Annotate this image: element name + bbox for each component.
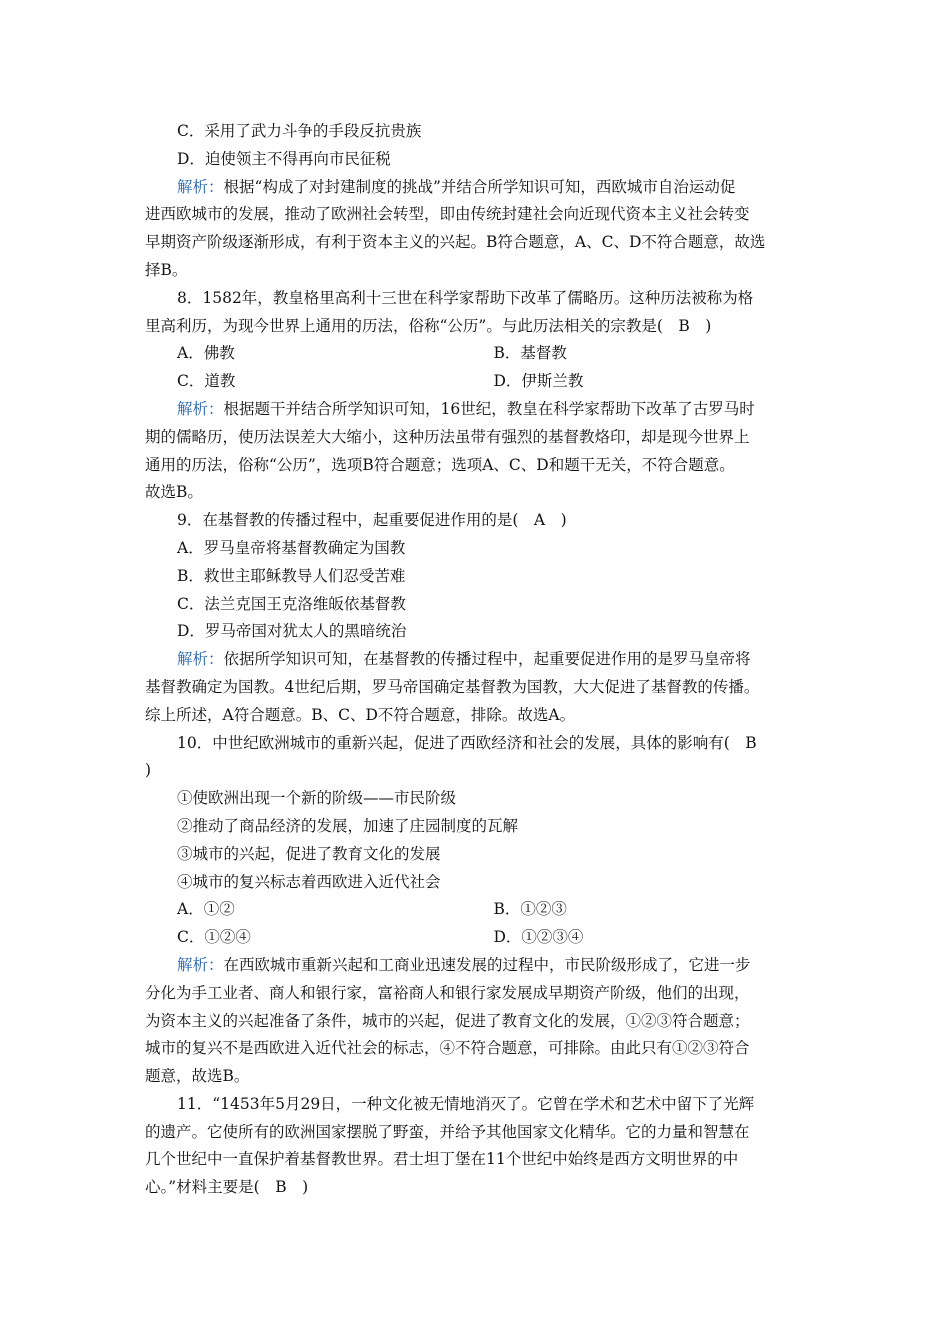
q10-item-2: ②推动了商品经济的发展，加速了庄园制度的瓦解: [177, 816, 519, 835]
q8-analysis-line-1: 解析：根据题干并结合所学知识可知，16世纪，教皇在科学家帮助下改革了古罗马时: [177, 399, 755, 418]
q10-analysis-line-4: 城市的复兴不是西欧进入近代社会的标志，④不符合题意，可排除。由此只有①②③符合: [145, 1039, 750, 1058]
q10-item-1: ①使欧洲出现一个新的阶级——市民阶级: [177, 789, 457, 808]
q9-option-a: A．罗马皇帝将基督教确定为国教: [177, 538, 406, 557]
q11-stem-line-3: 几个世纪中一直保护着基督教世界。君士坦丁堡在11个世纪中始终是西方文明世界的中: [145, 1150, 739, 1169]
q10-options-row-1: [145, 896, 810, 924]
q10-item-3: ③城市的兴起，促进了教育文化的发展: [177, 844, 441, 863]
q8-stem-line-2: 里高利历，为现今世界上通用的历法，俗称“公历”。与此历法相关的宗教是( B ): [145, 316, 712, 335]
q7-analysis-line-1: 解析：根据“构成了对封建制度的挑战”并结合所学知识可知，西欧城市自治运动促: [177, 177, 736, 196]
q10-option-b: B．①②③: [493, 900, 567, 919]
q9-option-d: D．罗马帝国对犹太人的黑暗统治: [177, 622, 407, 641]
q9-analysis-line-1: 解析：依据所学知识可知，在基督教的传播过程中，起重要促进作用的是罗马皇帝将: [177, 650, 751, 669]
q10-options-row-2: [145, 924, 810, 952]
q7-analysis-line-3: 早期资产阶级逐渐形成，有利于资本主义的兴起。B符合题意，A、C、D不符合题意，故选: [145, 233, 766, 252]
analysis-label: 解析：: [177, 650, 224, 669]
q9-analysis-line-2: 基督教确定为国教。4世纪后期，罗马帝国确定基督教为国教，大大促进了基督教的传播。: [145, 677, 760, 696]
q8-options-row-2: [145, 368, 810, 396]
q10-analysis-line-3: 为资本主义的兴起准备了条件，城市的兴起，促进了教育文化的发展，①②③符合题意；: [145, 1011, 750, 1030]
q8-stem-line-1: 8．1582年，教皇格里高利十三世在科学家帮助下改革了儒略历。这种历法被称为格: [177, 288, 754, 307]
q8-analysis-line-4: 故选B。: [145, 483, 203, 502]
q10-item-4: ④城市的复兴标志着西欧进入近代社会: [177, 872, 441, 891]
q9-option-c: C．法兰克国王克洛维皈依基督教: [177, 594, 406, 613]
q7-analysis-line-2: 进西欧城市的发展，推动了欧洲社会转型，即由传统封建社会向近现代资本主义社会转变: [145, 205, 750, 224]
exam-page: [145, 118, 810, 1202]
q10-option-c: C．①②④: [177, 928, 251, 947]
q8-options-row-1: [145, 340, 810, 368]
q7-option-c: C．采用了武力斗争的手段反抗贵族: [177, 122, 422, 140]
q10-stem-line-1: 10．中世纪欧洲城市的重新兴起，促进了西欧经济和社会的发展，具体的影响有( B: [177, 733, 757, 752]
q9-option-b: B．救世主耶稣教导人们忍受苦难: [177, 566, 406, 585]
q11-stem-line-1: 11．“1453年5月29日，一种文化被无情地消灭了。它曾在学术和艺术中留下了光辉: [177, 1094, 755, 1113]
q8-option-a: A．佛教: [177, 344, 235, 363]
q8-analysis-line-2: 期的儒略历，使历法误差大大缩小，这种历法虽带有强烈的基督教烙印，却是现今世界上: [145, 427, 750, 446]
q10-option-d: D．①②③④: [493, 928, 584, 947]
q7-analysis-line-4: 择B。: [145, 260, 188, 279]
q11-stem-line-4: 心。”材料主要是( B ): [145, 1178, 309, 1197]
analysis-label: 解析：: [177, 399, 224, 418]
q8-analysis-line-3: 通用的历法，俗称“公历”，选项B符合题意；选项A、C、D和题干无关，不符合题意。: [145, 455, 735, 474]
q9-analysis-line-3: 综上所述，A符合题意。B、C、D不符合题意，排除。故选A。: [145, 705, 576, 724]
analysis-label: 解析：: [177, 955, 224, 974]
q10-analysis-line-2: 分化为手工业者、商人和银行家，富裕商人和银行家发展成早期资产阶级，他们的出现，: [145, 983, 750, 1002]
q7-option-d: D．迫使领主不得再向市民征税: [177, 149, 391, 168]
analysis-label: 解析：: [177, 177, 224, 196]
q10-analysis-line-1: 解析：在西欧城市重新兴起和工商业迅速发展的过程中，市民阶级形成了，它进一步: [177, 955, 751, 974]
q10-stem-line-2: ): [145, 761, 152, 780]
q11-stem-line-2: 的遗产。它使所有的欧洲国家摆脱了野蛮，并给予其他国家文化精华。它的力量和智慧在: [145, 1122, 750, 1141]
q8-option-d: D．伊斯兰教: [493, 372, 584, 391]
q10-option-a: A．①②: [177, 900, 235, 919]
q9-stem: 9．在基督教的传播过程中，起重要促进作用的是( A ): [177, 511, 567, 530]
q8-option-b: B．基督教: [493, 344, 567, 363]
q8-option-c: C．道教: [177, 372, 236, 391]
q10-analysis-line-5: 题意，故选B。: [145, 1067, 250, 1086]
